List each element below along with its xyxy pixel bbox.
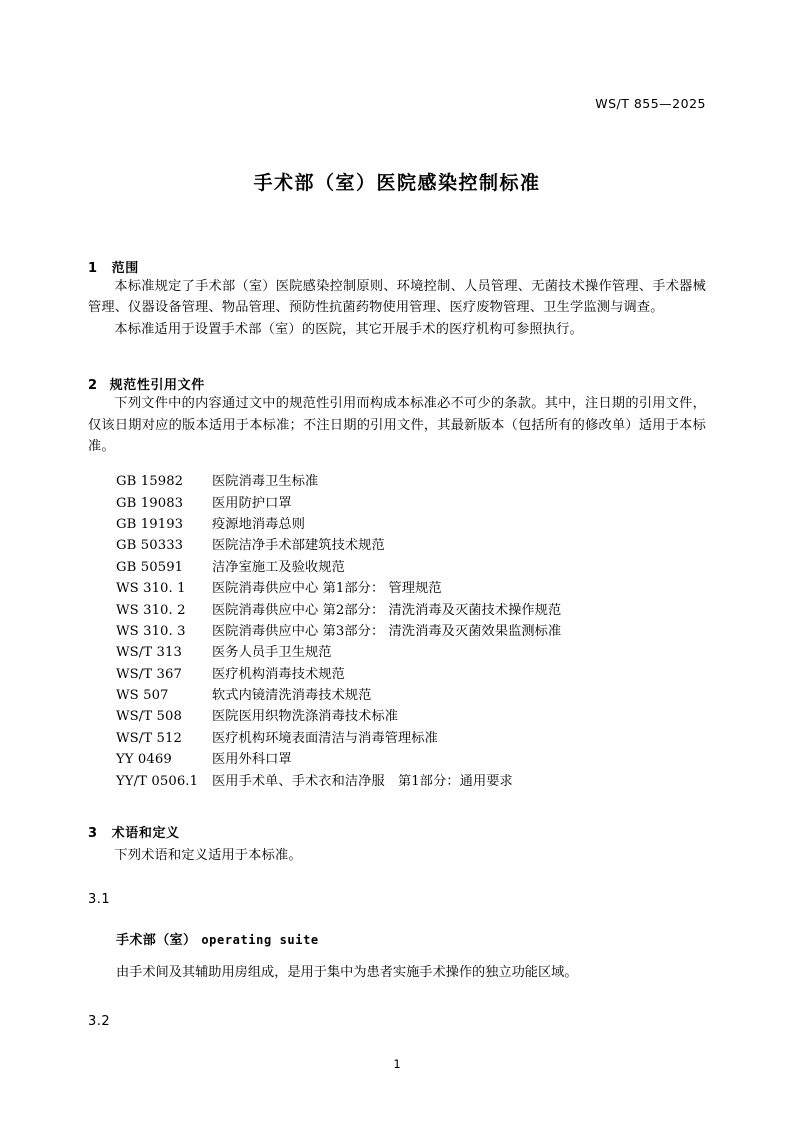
section-number-2: 2	[88, 378, 98, 394]
normative-references-paragraph: 下列文件中的内容通过文中的规范性引用而构成本标准必不可少的条款。其中，注日期的引用文件，仅该日期对应的版本适用于本标准；不注日期的引用文件，其最新版本（包括所有的修改单）适用于本标准。	[88, 396, 706, 454]
reference-code: GB 50591	[116, 559, 184, 575]
section-heading-terms	[88, 822, 706, 841]
reference-title: 软式内镜清洗消毒技术规范	[212, 688, 372, 703]
reference-code: YY/T 0506.1	[116, 773, 199, 789]
list-item	[88, 514, 706, 535]
list-item	[88, 664, 706, 685]
reference-code: GB 50333	[116, 538, 184, 554]
page-title: 手术部（室）医院感染控制标准	[253, 172, 541, 194]
list-item	[88, 578, 706, 599]
reference-code: GB 19193	[116, 517, 184, 532]
scope-paragraph-1: 本标准规定了手术部（室）医院感染控制原则、环境控制、人员管理、无菌技术操作管理、手术器械管理、仪器设备管理、物品管理、预防性抗菌药物使用管理、医疗废物管理、卫生学监测与调查。	[88, 279, 706, 316]
section-number-3: 3	[88, 825, 98, 841]
list-item	[88, 493, 706, 514]
reference-code: WS 507	[116, 688, 169, 703]
section-heading-scope	[88, 257, 706, 276]
term-title-3-1	[88, 929, 706, 948]
reference-code: GB 19083	[116, 495, 184, 511]
reference-code: GB 15982	[116, 474, 184, 490]
normative-reference-list	[88, 471, 706, 792]
reference-title: 医院消毒供应中心 第2部分： 清洗消毒及灭菌技术操作规范	[212, 602, 562, 618]
reference-title: 医用防护口罩	[212, 495, 292, 511]
term-number-3-2: 3.2	[88, 1013, 111, 1029]
list-item	[88, 706, 706, 727]
reference-title: 洁净室施工及验收规范	[212, 559, 345, 575]
reference-title: 医用外科口罩	[212, 752, 292, 768]
list-item	[88, 621, 706, 642]
list-item	[88, 471, 706, 492]
scope-paragraph-2: 本标准适用于设置手术部（室）的医院，其它开展手术的医疗机构可参照执行。	[114, 321, 583, 337]
reference-code: WS 310. 1	[116, 581, 186, 597]
reference-code: YY 0469	[116, 752, 172, 768]
section-heading-normative-references	[88, 374, 706, 393]
reference-title: 医院消毒卫生标准	[212, 474, 319, 490]
reference-code: WS/T 512	[116, 730, 182, 746]
section-label-1: 范围	[111, 261, 139, 276]
list-item	[88, 557, 706, 578]
reference-title: 医疗机构消毒技术规范	[212, 666, 345, 682]
section-label-2: 规范性引用文件	[109, 378, 205, 394]
reference-code: WS/T 313	[116, 645, 182, 661]
list-item	[88, 749, 706, 770]
list-item	[88, 600, 706, 621]
term-name-en: operating suite	[201, 933, 319, 948]
term-definition-3-1: 由手术间及其辅助用房组成，是用于集中为患者实施手术操作的独立功能区域。	[116, 965, 578, 981]
reference-code: WS/T 367	[116, 666, 182, 682]
reference-code: WS 310. 3	[116, 623, 186, 639]
reference-title: 医疗机构环境表面清洁与消毒管理标准	[212, 730, 438, 746]
reference-title: 医务人员手卫生规范	[212, 645, 332, 661]
reference-title: 疫源地消毒总则	[212, 517, 306, 532]
section-label-3: 术语和定义	[111, 825, 180, 841]
reference-title: 医院消毒供应中心 第1部分： 管理规范	[212, 581, 442, 597]
reference-title: 医用手术单、手术衣和洁净服 第1部分：通用要求	[212, 773, 513, 789]
term-number-3-1: 3.1	[88, 892, 111, 908]
reference-title: 医院洁净手术部建筑技术规范	[212, 538, 385, 554]
terms-intro: 下列术语和定义适用于本标准。	[114, 847, 302, 863]
list-item	[88, 728, 706, 749]
reference-code: WS 310. 2	[116, 602, 186, 618]
list-item	[88, 771, 706, 792]
standard-code-header: WS/T 855—2025	[595, 96, 706, 111]
section-number-1: 1	[88, 261, 98, 276]
term-name-cn: 手术部（室）	[116, 933, 197, 949]
list-item	[88, 685, 706, 706]
reference-title: 医院消毒供应中心 第3部分： 清洗消毒及灭菌效果监测标准	[212, 623, 562, 639]
reference-title: 医院医用织物洗涤消毒技术标准	[212, 709, 399, 725]
list-item	[88, 642, 706, 663]
list-item	[88, 535, 706, 556]
page-number: 1	[393, 1057, 401, 1071]
reference-code: WS/T 508	[116, 709, 182, 725]
